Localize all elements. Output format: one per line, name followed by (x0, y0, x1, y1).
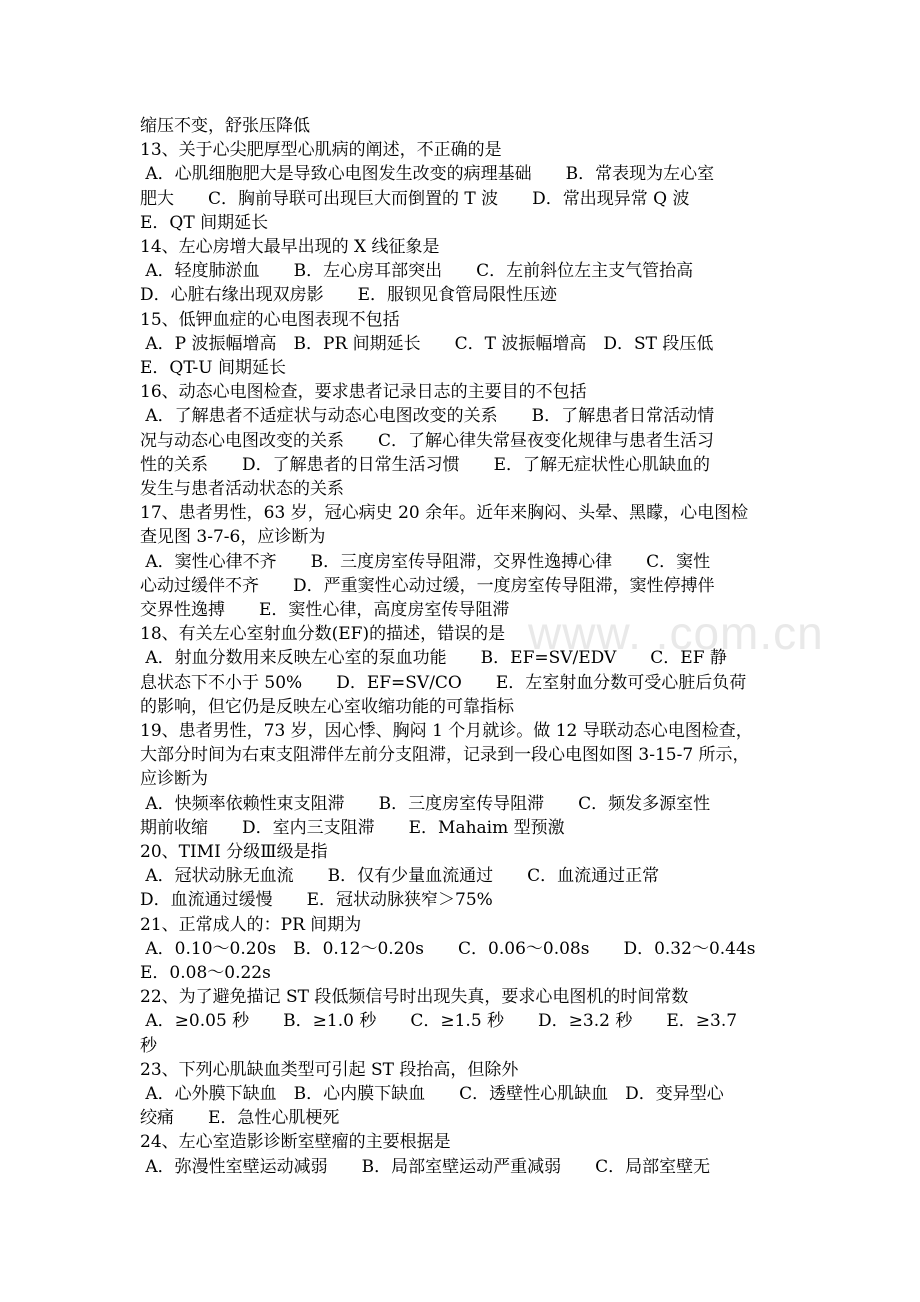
text-line: 心动过缓伴不齐 D．严重窦性心动过缓，一度房室传导阻滞，窦性停搏伴 (140, 575, 715, 596)
text-line: A．心肌细胞肥大是导致心电图发生改变的病理基础 B．常表现为左心室 (140, 164, 715, 185)
text-line: 24、左心室造影诊断室壁瘤的主要根据是 (140, 1132, 451, 1153)
text-line: D．血流通过缓慢 E．冠状动脉狭窄＞75% (140, 890, 493, 911)
text-line: D．心脏右缘出现双房影 E．服钡见食管局限性压迹 (140, 285, 558, 306)
watermark: www. .com.cn (528, 607, 824, 659)
text-line: E．0.08～0.22s (140, 963, 271, 983)
text-line: 性的关系 D．了解患者的日常生活习惯 E．了解无症状性心肌缺血的 (140, 454, 711, 475)
text-line: 18、有关左心室射血分数(EF)的描述，错误的是 (140, 624, 506, 645)
text-line: E．QT 间期延长 (140, 212, 269, 233)
text-line: 大部分时间为右束支阻滞伴左前分支阻滞，记录到一段心电图如图 3-15-7 所示， (140, 745, 750, 766)
text-line: 15、低钾血症的心电图表现不包括 (140, 309, 400, 330)
text-line: 20、TIMI 分级Ⅲ级是指 (140, 842, 328, 862)
text-line: A．了解患者不适症状与动态心电图改变的关系 B．了解患者日常活动情 (140, 406, 715, 427)
text-line: 息状态下不小于 50% D．EF=SV/CO E．左室射血分数可受心脏后负荷 (140, 672, 747, 693)
text-line: E．QT-U 间期延长 (140, 358, 286, 378)
text-line: 发生与患者活动状态的关系 (140, 479, 344, 499)
text-line: A．射血分数用来反映左心室的泵血功能 B．EF=SV/EDV C．EF 静 (140, 648, 727, 669)
text-line: A．0.10～0.20s B．0.12～0.20s C．0.06～0.08s D．0.32～0.44s (140, 938, 756, 959)
text-line: 23、下列心肌缺血类型可引起 ST 段抬高，但除外 (140, 1059, 519, 1080)
text-line: 交界性逸搏 E．窦性心律，高度房室传导阻滞 (140, 600, 510, 620)
text-line: A．心外膜下缺血 B．心内膜下缺血 C．透壁性心肌缺血 D．变异型心 (140, 1084, 724, 1104)
text-line: 的影响，但它仍是反映左心室收缩功能的可靠指标 (140, 696, 514, 717)
text-line: A．轻度肺淤血 B．左心房耳部突出 C．左前斜位左主支气管抬高 (140, 261, 694, 282)
text-line: 19、患者男性，73 岁，因心悸、胸闷 1 个月就诊。做 12 导联动态心电图检查， (140, 721, 753, 741)
text-line: 17、患者男性，63 岁，冠心病史 20 余年。近年来胸闷、头晕、黑矇，心电图检 (140, 503, 749, 524)
text-line: A．窦性心律不齐 B．三度房室传导阻滞，交界性逸搏心律 C．窦性 (140, 551, 711, 572)
text-line: 21、正常成人的：PR 间期为 (140, 914, 362, 935)
text-line: 查见图 3-7-6，应诊断为 (140, 527, 326, 548)
text-line: A．P 波振幅增高 B．PR 间期延长 C．T 波振幅增高 D．ST 段压低 (140, 333, 714, 354)
text-line: 缩压不变，舒张压降低 (140, 116, 310, 136)
text-line: 应诊断为 (140, 769, 208, 790)
text-line: A．弥漫性室壁运动减弱 B．局部室壁运动严重减弱 C．局部室壁无 (140, 1156, 711, 1177)
text-line: 16、动态心电图检查，要求患者记录日志的主要目的不包括 (140, 382, 587, 403)
text-line: 肥大 C．胸前导联可出现巨大而倒置的 T 波 D．常出现异常 Q 波 (140, 188, 690, 209)
text-line: 绞痛 E．急性心肌梗死 (140, 1108, 340, 1129)
text-line: 况与动态心电图改变的关系 C．了解心律失常昼夜变化规律与患者生活习 (140, 430, 715, 451)
text-line: A．冠状动脉无血流 B．仅有少量血流通过 C．血流通过正常 (140, 866, 660, 887)
text-line: 13、关于心尖肥厚型心肌病的阐述，不正确的是 (140, 140, 502, 161)
text-line: A．快频率依赖性束支阻滞 B．三度房室传导阻滞 C．频发多源室性 (140, 793, 711, 814)
text-line: 期前收缩 D．室内三支阻滞 E．Mahaim 型预激 (140, 817, 565, 838)
text-line: 22、为了避免描记 ST 段低频信号时出现失真，要求心电图机的时间常数 (140, 987, 689, 1008)
text-line: 秒 (140, 1035, 157, 1056)
text-line: 14、左心房增大最早出现的 X 线征象是 (140, 237, 440, 257)
text-line: A．≥0.05 秒 B．≥1.0 秒 C．≥1.5 秒 D．≥3.2 秒 E．≥3.7 (140, 1011, 738, 1032)
